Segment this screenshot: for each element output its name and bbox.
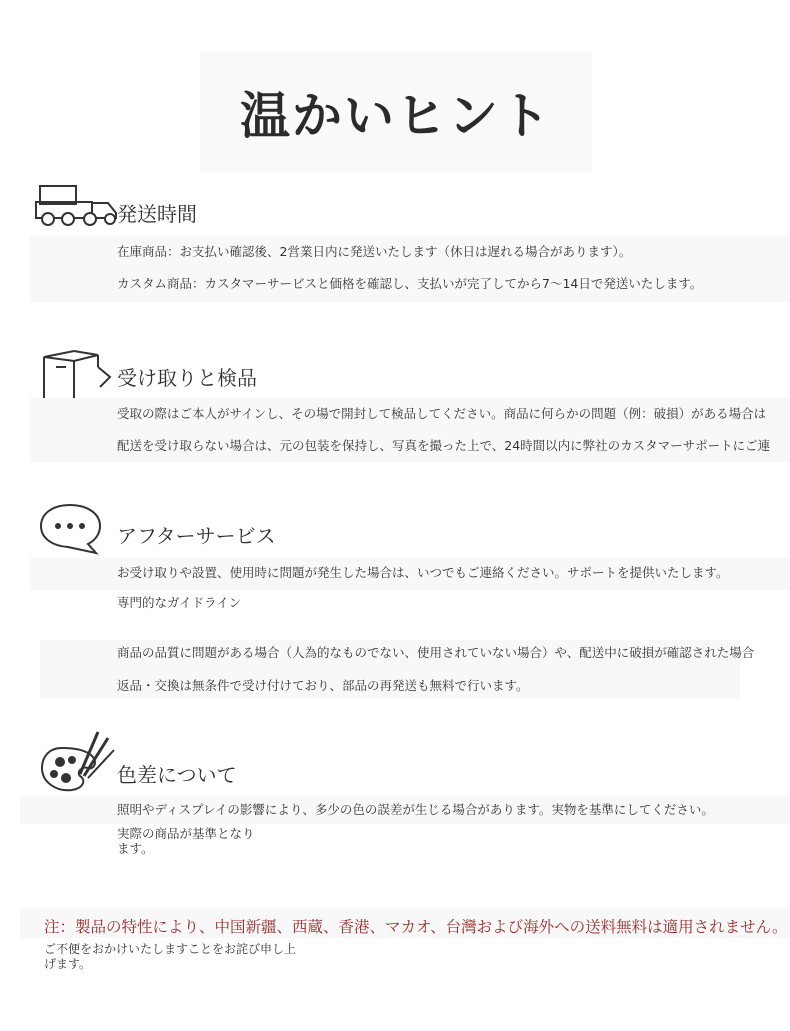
apology-note: ご不便をおかけいたしますことをお詫び申し上げます。 <box>44 942 297 971</box>
page-title: 温かいヒント <box>200 52 592 172</box>
section-heading-receiving: 受け取りと検品 <box>117 366 257 390</box>
speech-bubble-icon <box>38 502 104 556</box>
shipping-line-2: カスタム商品：カスタマーサービスと価格を確認し、支払いが完了してから7〜14日で発送いたします。 <box>117 276 703 291</box>
shipping-exclusion-note: 注：製品の特性により、中国新疆、西蔵、香港、マカオ、台灣および海外への送料無料は適用されません。 <box>44 918 788 936</box>
after-service-line-4: 返品・交換は無条件で受け付けており、部品の再発送も無料で行います。 <box>117 678 529 693</box>
after-service-line-1: お受け取りや設置、使用時に問題が発生した場合は、いつでもご連絡ください。サポートを提供いたします。 <box>117 565 729 580</box>
truck-icon <box>34 183 120 229</box>
receiving-line-1: 受取の際はご本人がサインし、その場で開封して検品してください。商品に何らかの問題（例：破損）がある場合は <box>117 406 767 421</box>
shipping-line-1: 在庫商品：お支払い確認後、2営業日内に発送いたします（休日は遅れる場合があります）。 <box>117 244 632 259</box>
after-service-line-2: 専門的なガイドライン <box>117 595 242 610</box>
section-heading-shipping: 発送時間 <box>117 202 197 226</box>
receiving-line-2: 配送を受け取らない場合は、元の包装を保持し、写真を撮った上で、24時間以内に弊社のカスタマーサポートにご連 <box>117 438 771 453</box>
after-service-line-3: 商品の品質に問題がある場合（人為的なものでない、使用されていない場合）や、配送中に破損が確認された場合 <box>117 645 755 660</box>
section-heading-color-difference: 色差について <box>117 763 237 787</box>
section-heading-after-service: アフターサービス <box>117 524 276 548</box>
paint-palette-icon <box>40 726 116 796</box>
color-difference-line-1: 照明やディスプレイの影響により、多少の色の誤差が生じる場合があります。実物を基準にしてください。 <box>117 802 714 817</box>
color-difference-line-2: 実際の商品が基準となります。 <box>117 826 255 856</box>
